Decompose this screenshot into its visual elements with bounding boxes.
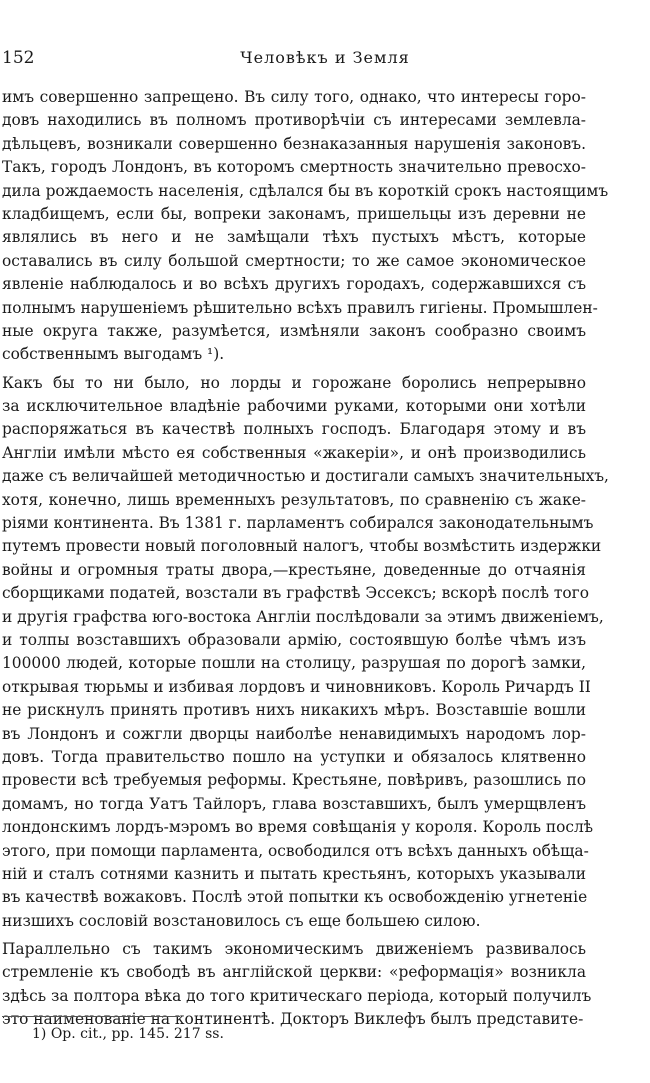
- text-line: Такъ, городъ Лондонъ, въ которомъ смертность значительно превосхо-: [2, 158, 586, 177]
- text-line: путемъ провести новый поголовный налогъ, чтобы возмѣстить издержки: [2, 537, 602, 556]
- paragraph: [2, 938, 592, 1032]
- text-line: даже съ величайшей методичностью и достигали самыхъ значительныхъ,: [2, 467, 609, 486]
- text-line: стремленіе къ свободѣ въ англійской церкви: «реформація» возникла: [2, 963, 586, 982]
- text-line: домамъ, но тогда Уатъ Тайлоръ, глава возставшихъ, былъ умерщвленъ: [2, 794, 586, 813]
- text-line: въ Лондонъ и сожгли дворцы наиболѣе ненавидимыхъ народомъ лор-: [2, 724, 586, 743]
- text-line: ній и сталъ сотнями казнить и пытать крестьянъ, которыхъ указывали: [2, 864, 586, 883]
- text-line: провести всѣ требуемыя реформы. Крестьяне, повѣривъ, разошлись по: [2, 771, 586, 790]
- text-line: не рискнулъ принять противъ нихъ никакихъ мѣръ. Возставшіе вошли: [2, 701, 586, 720]
- text-line: и другія графства юго-востока Англіи послѣдовали за этимъ движеніемъ,: [2, 607, 604, 626]
- text-line: хотя, конечно, лишь временныхъ результатовъ, по сравненію съ жаке-: [2, 490, 586, 509]
- text-line: этого, при помощи парламента, освободился отъ всѣхъ данныхъ обѣща-: [2, 841, 589, 860]
- text-line: довъ находились въ полномъ противорѣчіи съ интересами землевла-: [2, 111, 586, 130]
- text-line: за исключительное владѣніе рабочими руками, которыми они хотѣли: [2, 397, 586, 416]
- running-header: [0, 48, 650, 72]
- footnote-divider: [2, 1016, 180, 1017]
- text-line: полнымъ нарушеніемъ рѣшительно всѣхъ правилъ гигіены. Промышлен-: [2, 298, 598, 317]
- text-line: Какъ бы то ни было, но лорды и горожане боролись непрерывно: [2, 373, 586, 392]
- text-line: кладбищемъ, если бы, вопреки законамъ, пришельцы изъ деревни не: [2, 204, 586, 223]
- text-line: низшихъ сословій возстановилось съ еще большею силою.: [2, 911, 481, 930]
- text-line: здѣсь за полтора вѣка до того критическаго періода, который получилъ: [2, 986, 592, 1005]
- text-line: распоряжаться въ качествѣ полныхъ господъ. Благодаря этому и въ: [2, 420, 586, 439]
- text-line: ные округа также, разумѣется, измѣняли законъ сообразно своимъ: [2, 321, 586, 340]
- footnote: 1) Op. cit., pp. 145. 217 ss.: [32, 1026, 224, 1042]
- text-line: оставались въ силу большой смертности; то же самое экономическое: [2, 251, 586, 270]
- text-line: Англіи имѣли мѣсто ея собственныя «жакеріи», и онѣ производились: [2, 443, 586, 462]
- page-number: 152: [2, 48, 35, 68]
- paragraph: [2, 372, 609, 933]
- page-body: [2, 86, 609, 1032]
- text-line: явленіе наблюдалось и во всѣхъ другихъ городахъ, содержавшихся съ: [2, 275, 586, 294]
- text-line: довъ. Тогда правительство пошло на уступки и обязалось клятвенно: [2, 747, 586, 766]
- text-line: войны и огромныя траты двора,—крестьяне, доведенные до отчаянія: [2, 560, 586, 579]
- running-title: Человѣкъ и Земля: [240, 48, 410, 67]
- text-line: сборщиками податей, возстали въ графствѣ Эссексъ; вскорѣ послѣ того: [2, 584, 589, 603]
- text-line: лондонскимъ лордъ-мэромъ во время совѣщанія у короля. Король послѣ: [2, 818, 594, 837]
- text-line: въ качествѣ вожаковъ. Послѣ этой попытки къ освобожденію угнетеніе: [2, 888, 588, 907]
- text-line: собственнымъ выгодамъ ¹).: [2, 345, 225, 364]
- text-line: дила рождаемость населенія, сдѣлался бы въ короткій срокъ настоящимъ: [2, 181, 609, 200]
- text-line: дѣльцевъ, возникали совершенно безнаказанныя нарушенія законовъ.: [2, 134, 586, 153]
- text-line: это наименованіе на континентѣ. Докторъ Виклефъ былъ представите-: [2, 1010, 584, 1029]
- text-line: открывая тюрьмы и избивая лордовъ и чиновниковъ. Король Ричардъ II: [2, 677, 591, 696]
- text-line: имъ совершенно запрещено. Въ силу того, однако, что интересы горо-: [2, 88, 586, 106]
- paragraph: [2, 86, 609, 367]
- text-line: 100000 людей, которые пошли на столицу, разрушая по дорогѣ замки,: [2, 654, 586, 673]
- text-line: Параллельно съ такимъ экономическимъ движеніемъ развивалось: [2, 940, 586, 959]
- text-line: и толпы возставшихъ образовали армію, состоявшую болѣе чѣмъ изъ: [2, 630, 586, 649]
- text-line: являлись въ него и не замѣщали тѣхъ пустыхъ мѣстъ, которые: [2, 228, 586, 247]
- text-line: ріями континента. Въ 1381 г. парламентъ собирался законодательнымъ: [2, 514, 594, 533]
